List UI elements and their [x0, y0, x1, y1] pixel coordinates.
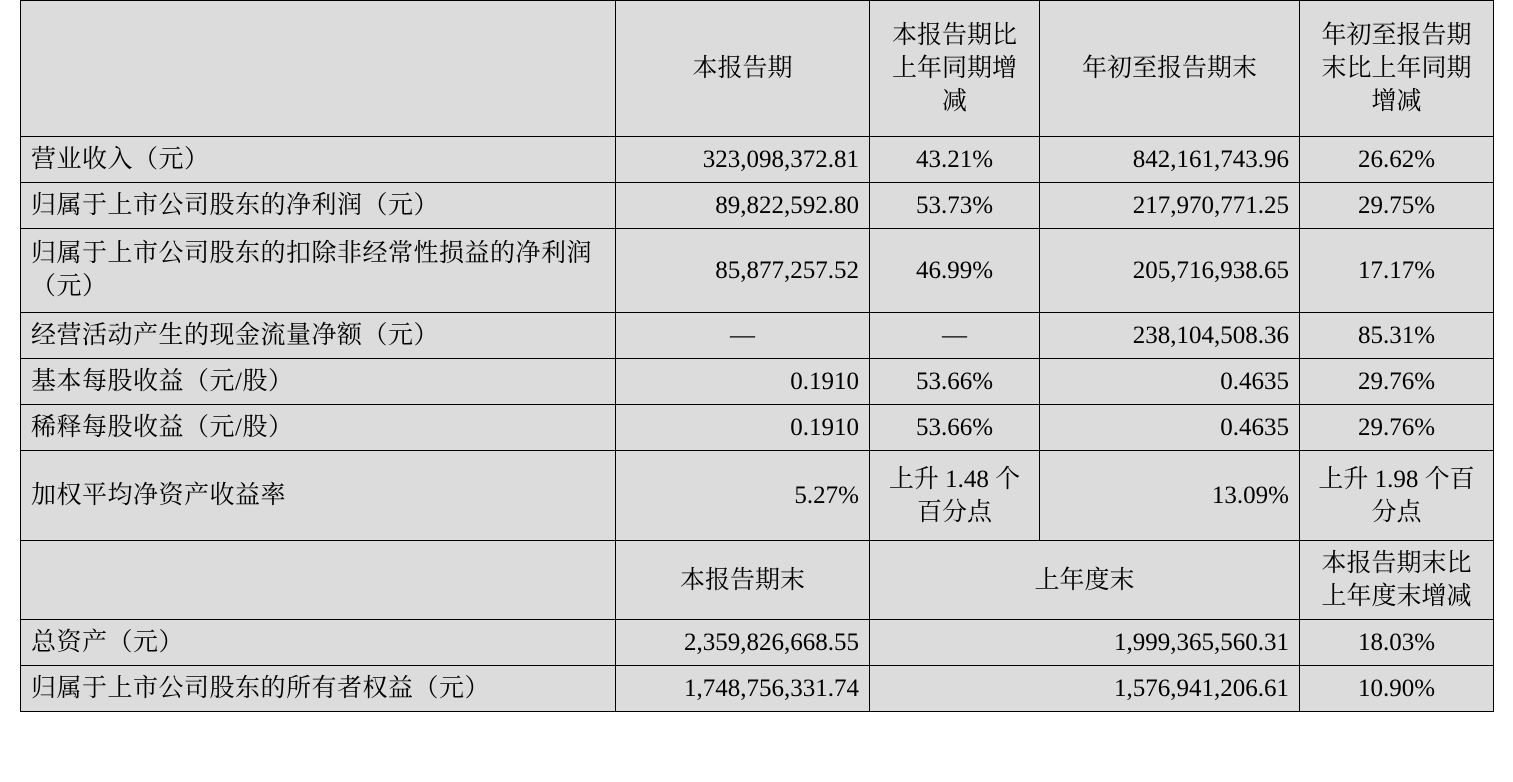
row-change: 53.66% — [870, 405, 1040, 451]
row-ytd: 0.4635 — [1040, 359, 1300, 405]
row-ytd-change: 85.31% — [1300, 313, 1494, 359]
row-label: 归属于上市公司股东的所有者权益（元） — [21, 666, 616, 712]
row-ytd: 13.09% — [1040, 451, 1300, 541]
row-ytd: 217,970,771.25 — [1040, 183, 1300, 229]
table-header-row-2 — [21, 541, 1494, 620]
row-ytd-change: 26.62% — [1300, 137, 1494, 183]
row-current: 0.1910 — [616, 359, 870, 405]
header2-last-year-end: 上年度末 — [870, 541, 1300, 620]
table-row — [21, 451, 1494, 541]
row-change: 上升 1.48 个百分点 — [870, 451, 1040, 541]
row-label: 稀释每股收益（元/股） — [21, 405, 616, 451]
row-ytd-change: 29.76% — [1300, 405, 1494, 451]
row-last-year-end: 1,999,365,560.31 — [870, 620, 1300, 666]
header-current-period: 本报告期 — [616, 1, 870, 137]
row-change: 46.99% — [870, 229, 1040, 313]
row-change: — — [870, 313, 1040, 359]
row-ytd-change: 29.76% — [1300, 359, 1494, 405]
row-current: 0.1910 — [616, 405, 870, 451]
row-current: 323,098,372.81 — [616, 137, 870, 183]
table-row — [21, 229, 1494, 313]
row-ytd: 205,716,938.65 — [1040, 229, 1300, 313]
row-ytd-change: 上升 1.98 个百分点 — [1300, 451, 1494, 541]
row-change: 53.66% — [870, 359, 1040, 405]
header-ytd-change: 年初至报告期末比上年同期增减 — [1300, 1, 1494, 137]
row-period-end: 1,748,756,331.74 — [616, 666, 870, 712]
row-label: 营业收入（元） — [21, 137, 616, 183]
row-change: 43.21% — [870, 137, 1040, 183]
header2-change: 本报告期末比上年度末增减 — [1300, 541, 1494, 620]
row-current: 5.27% — [616, 451, 870, 541]
table-row — [21, 359, 1494, 405]
row-current: 89,822,592.80 — [616, 183, 870, 229]
row-ytd: 0.4635 — [1040, 405, 1300, 451]
row-last-year-end: 1,576,941,206.61 — [870, 666, 1300, 712]
row-label: 归属于上市公司股东的扣除非经常性损益的净利润（元） — [21, 229, 616, 313]
header-current-change: 本报告期比上年同期增减 — [870, 1, 1040, 137]
table-row — [21, 183, 1494, 229]
row-ytd-change: 29.75% — [1300, 183, 1494, 229]
table-header-row — [21, 1, 1494, 137]
financial-summary-table — [20, 0, 1494, 712]
table-row — [21, 313, 1494, 359]
row-current: — — [616, 313, 870, 359]
row-ytd: 238,104,508.36 — [1040, 313, 1300, 359]
row-ytd-change: 17.17% — [1300, 229, 1494, 313]
row-change: 10.90% — [1300, 666, 1494, 712]
row-change: 18.03% — [1300, 620, 1494, 666]
row-label: 基本每股收益（元/股） — [21, 359, 616, 405]
table-row — [21, 666, 1494, 712]
row-label: 经营活动产生的现金流量净额（元） — [21, 313, 616, 359]
header-blank-cell — [21, 1, 616, 137]
row-period-end: 2,359,826,668.55 — [616, 620, 870, 666]
table-row — [21, 620, 1494, 666]
row-current: 85,877,257.52 — [616, 229, 870, 313]
header-ytd: 年初至报告期末 — [1040, 1, 1300, 137]
row-label: 加权平均净资产收益率 — [21, 451, 616, 541]
row-label: 总资产（元） — [21, 620, 616, 666]
header2-period-end: 本报告期末 — [616, 541, 870, 620]
header2-blank-cell — [21, 541, 616, 620]
row-ytd: 842,161,743.96 — [1040, 137, 1300, 183]
table-row — [21, 405, 1494, 451]
row-label: 归属于上市公司股东的净利润（元） — [21, 183, 616, 229]
table-row — [21, 137, 1494, 183]
row-change: 53.73% — [870, 183, 1040, 229]
